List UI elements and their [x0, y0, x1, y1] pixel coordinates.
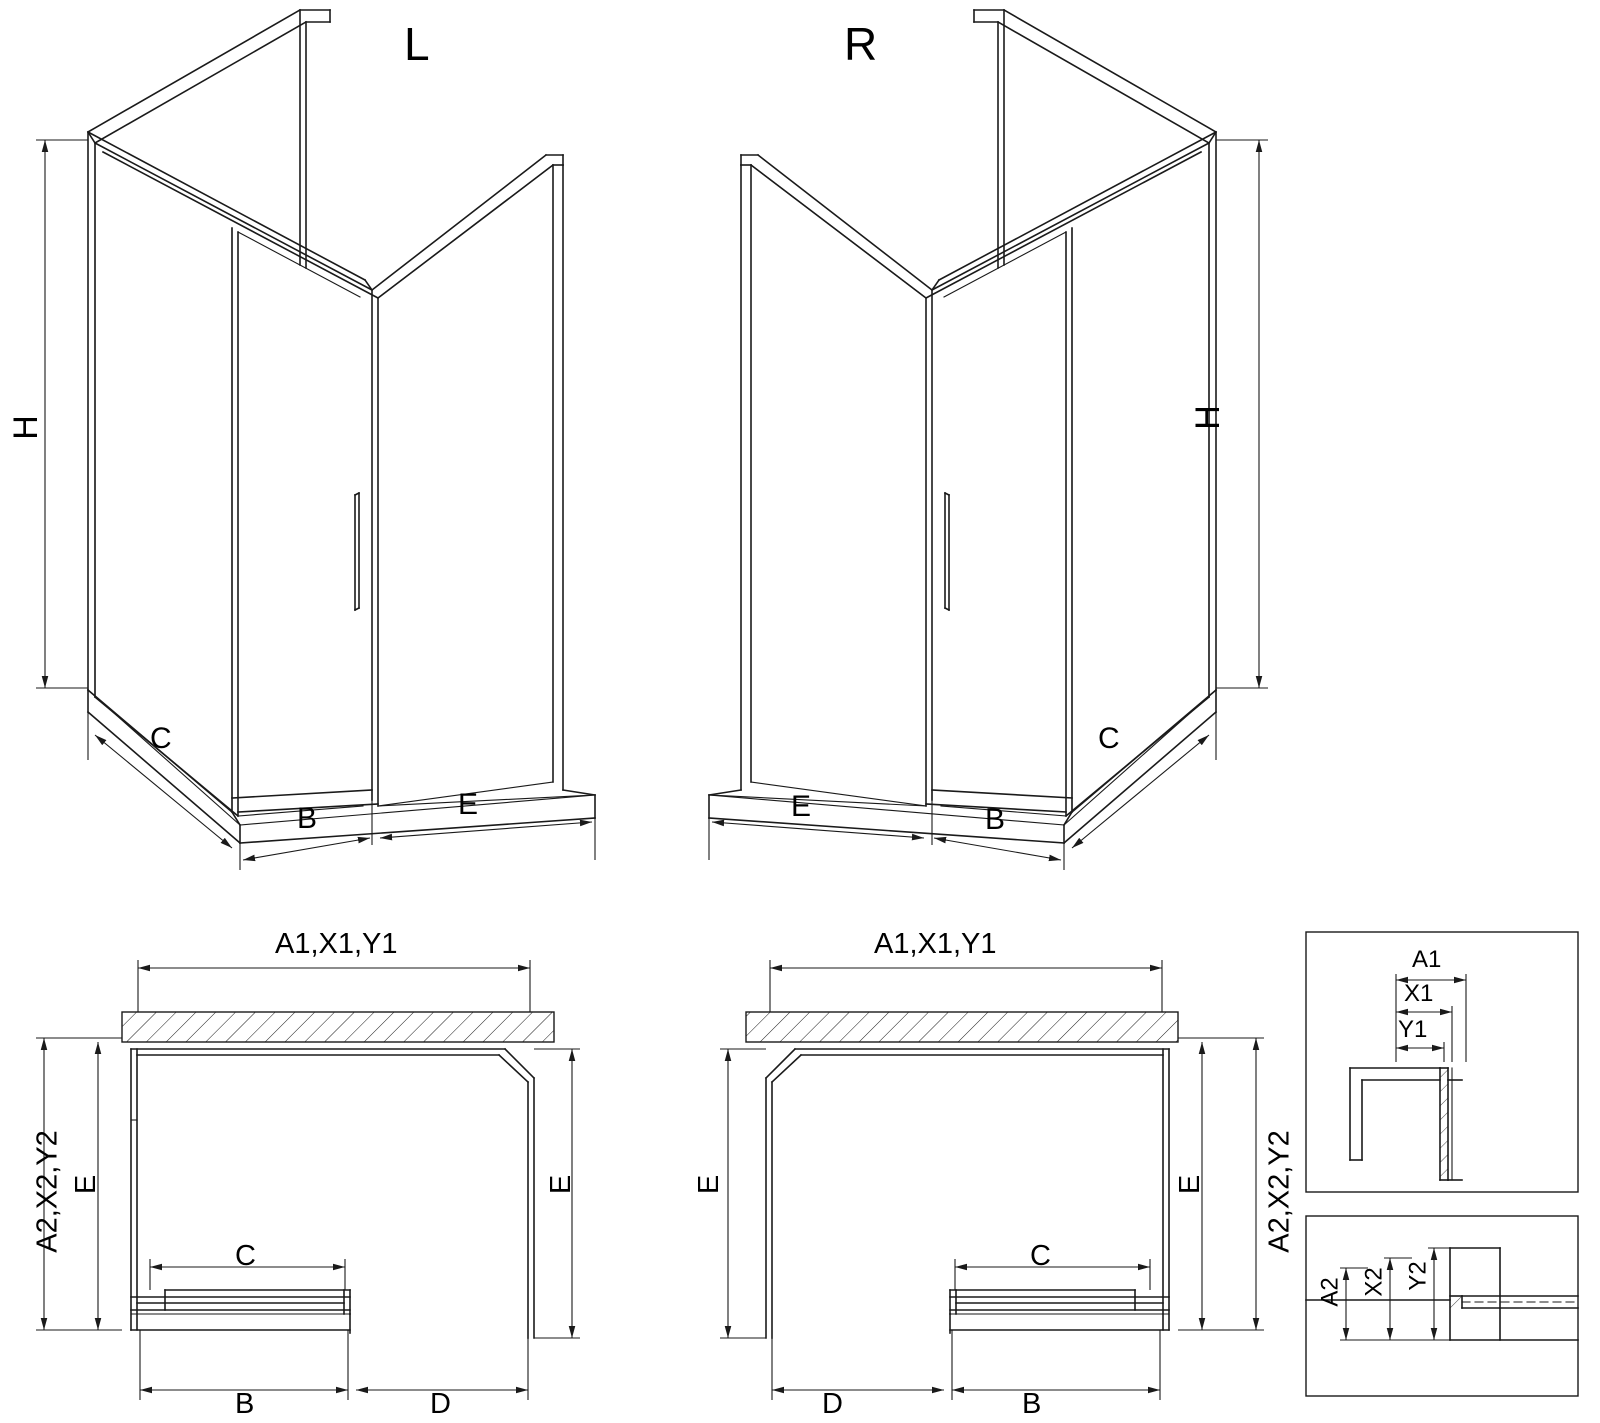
dim-label-c-iso-right: C: [1098, 722, 1120, 755]
dim-label-b-iso-right: B: [985, 803, 1006, 836]
dim-label-e-iso-left: E: [458, 788, 479, 821]
dim-label-e-plan-left-right: E: [545, 1174, 578, 1195]
dim-label-h-left: H: [6, 415, 45, 440]
dim-label-h-right: H: [1188, 405, 1227, 430]
iso-view-right: [709, 10, 1268, 870]
dim-label-x1-detail: X1: [1404, 980, 1434, 1007]
dim-label-b-plan-right: B: [1022, 1388, 1042, 1420]
detail-view-bottom: [1306, 1216, 1578, 1396]
detail-view-top: [1306, 932, 1578, 1192]
dim-label-x2-detail: X2: [1360, 1267, 1388, 1297]
dim-label-a2x2y2-plan-left: A2,X2,Y2: [31, 1130, 64, 1253]
dim-label-e-plan-right-inner: E: [1174, 1174, 1207, 1195]
dim-label-e-plan-left-inner: E: [70, 1174, 103, 1195]
dim-label-e-plan-right-left: E: [693, 1174, 726, 1195]
dim-label-d-plan-right: D: [822, 1388, 843, 1420]
dim-label-a2x2y2-plan-right: A2,X2,Y2: [1263, 1130, 1296, 1253]
dim-label-c-plan-right: C: [1030, 1240, 1051, 1272]
dim-label-y1-detail: Y1: [1398, 1016, 1428, 1043]
dim-label-a1x1y1-plan-right: A1,X1,Y1: [874, 928, 997, 960]
dim-label-c-iso-left: C: [150, 722, 172, 755]
dim-label-a2-detail: A2: [1316, 1277, 1344, 1307]
dim-label-a1x1y1-plan-left: A1,X1,Y1: [275, 928, 398, 960]
dim-label-e-iso-right: E: [791, 790, 812, 823]
iso-view-left: [36, 10, 595, 870]
view-title-left: L: [404, 18, 430, 70]
dim-label-y2-detail: Y2: [1404, 1261, 1432, 1291]
dim-label-b-iso-left: B: [297, 802, 318, 835]
dim-label-c-plan-left: C: [235, 1240, 256, 1272]
dim-label-a1-detail: A1: [1412, 946, 1442, 973]
dim-label-b-plan-left: B: [235, 1388, 255, 1420]
dim-label-d-plan-left: D: [430, 1388, 451, 1420]
view-title-right: R: [844, 18, 878, 70]
plan-view-left: [36, 960, 580, 1400]
